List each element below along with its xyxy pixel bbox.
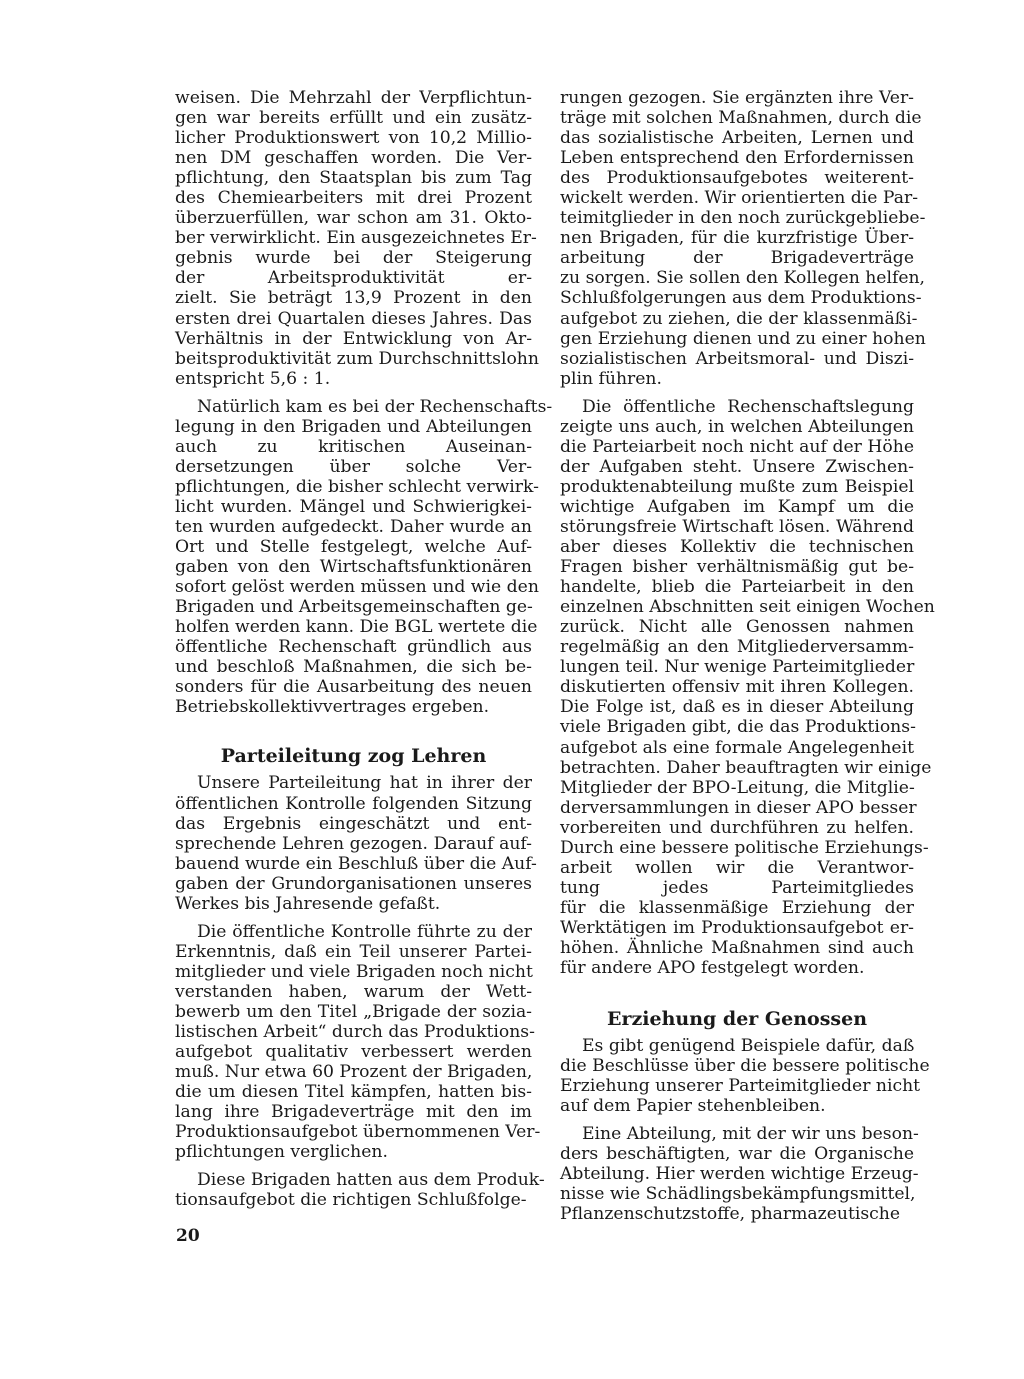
text-line: bauend wurde ein Beschluß über die Auf-	[175, 853, 537, 874]
text-line: Mitglieder der BPO-Leitung, die Mitglie-	[560, 777, 915, 798]
text-line: überzuerfüllen, war schon am 31. Okto-	[175, 208, 532, 229]
text-line: zu sorgen. Sie sollen den Kollegen helfen,	[560, 268, 926, 289]
text-line: regelmäßig an den Mitgliederversamm-	[560, 637, 914, 658]
text-line: Eine Abteilung, mit der wir uns beson-	[582, 1124, 919, 1145]
text-line: nen Brigaden, für die kurzfristige Über-	[560, 228, 914, 249]
text-line: störungsfreie Wirtschaft lösen. Während	[560, 516, 914, 537]
text-line: das sozialistische Arbeiten, Lernen und	[560, 128, 914, 149]
text-line: muß. Nur etwa 60 Prozent der Brigaden,	[175, 1062, 533, 1083]
text-line: bewerb um den Titel „Brigade der sozia-	[175, 1001, 532, 1022]
text-line: handelte, blieb die Parteiarbeit in den	[560, 577, 914, 598]
text-line: Erkenntnis, daß ein Teil unserer Partei-	[175, 941, 532, 962]
text-line: betrachten. Daher beauftragten wir einige	[560, 757, 932, 778]
paragraph	[175, 88, 539, 389]
text-line: entspricht 5,6 : 1.	[175, 368, 331, 389]
paragraph	[175, 921, 541, 1163]
paragraph-gap	[175, 389, 532, 397]
text-line: tung jedes Parteimitgliedes	[560, 877, 914, 898]
text-line: Produktionsaufgebot übernommenen Ver-	[175, 1122, 541, 1143]
text-line: und beschloß Maßnahmen, die sich be-	[175, 657, 532, 678]
text-line: Leben entsprechend den Erfordernissen	[560, 148, 914, 169]
left-paragraphs	[175, 88, 553, 718]
text-line: verstanden haben, warum der Wett-	[175, 981, 532, 1002]
text-line: nen DM geschaffen worden. Die Ver-	[175, 148, 532, 169]
text-line: sofort gelöst werden müssen und wie den	[175, 577, 539, 598]
text-line: gaben von den Wirtschaftsfunktionären	[175, 557, 532, 578]
text-line: der Arbeitsproduktivität er-	[175, 268, 532, 289]
text-line: die um diesen Titel kämpfen, hatten bis-	[175, 1082, 532, 1103]
text-line: höhen. Ähnliche Maßnahmen sind auch	[560, 937, 914, 958]
text-line: gebnis wurde bei der Steigerung	[175, 248, 532, 269]
text-line: pflichtungen verglichen.	[175, 1142, 388, 1163]
text-line: aufgebot als eine formale Angelegenheit	[560, 737, 914, 758]
text-line: Diese Brigaden hatten aus dem Produk-	[197, 1170, 545, 1191]
text-line: das Ergebnis eingeschätzt und ent-	[175, 813, 532, 834]
right-paragraphs-after-heading	[560, 1036, 930, 1225]
text-line: plin führen.	[560, 368, 662, 389]
text-line: licher Produktionswert von 10,2 Millio-	[175, 128, 532, 149]
paragraph	[560, 88, 926, 389]
text-line: des Produktionsaufgebotes weiterent-	[560, 168, 914, 189]
section-heading: Parteileitung zog Lehren	[220, 745, 487, 768]
paragraph	[175, 1170, 545, 1211]
paragraph-gap	[560, 1116, 914, 1124]
text-line: die Parteiarbeit noch nicht auf der Höhe	[560, 436, 914, 457]
paragraph-gap	[560, 389, 914, 397]
text-line: zielt. Sie beträgt 13,9 Prozent in den	[175, 288, 532, 309]
text-line: Brigaden und Arbeitsgemeinschaften ge-	[175, 597, 533, 618]
text-line: produktenabteilung mußte zum Beispiel	[560, 476, 914, 497]
text-line: derversammlungen in dieser APO besser	[560, 797, 917, 818]
text-line: Werkes bis Jahresende gefaßt.	[175, 893, 441, 914]
text-line: Die öffentliche Kontrolle führte zu der	[197, 921, 532, 942]
text-line: öffentliche Rechenschaft gründlich aus	[175, 637, 532, 658]
text-line: sprechende Lehren gezogen. Darauf auf-	[175, 833, 532, 854]
spacer	[560, 978, 914, 1008]
text-line: Fragen bisher verhältnismäßig gut be-	[560, 557, 914, 578]
text-line: arbeitung der Brigadeverträge	[560, 248, 914, 269]
text-line: pflichtungen, die bisher schlecht verwirk-	[175, 476, 539, 497]
text-line: sozialistischen Arbeitsmoral- und Diszi-	[560, 348, 914, 369]
text-line: arbeit wollen wir die Verantwor-	[560, 857, 914, 878]
text-line: Pflanzenschutzstoffe, pharmazeutische	[560, 1204, 901, 1225]
text-line: die Beschlüsse über die bessere politische	[560, 1056, 930, 1077]
text-line: Es gibt genügend Beispiele dafür, daß	[582, 1036, 915, 1057]
text-line: rungen gezogen. Sie ergänzten ihre Ver-	[560, 88, 914, 108]
right-column	[560, 88, 935, 1225]
text-line: Die öffentliche Rechenschaftslegung	[582, 396, 914, 417]
text-line: träge mit solchen Maßnahmen, durch die	[560, 108, 922, 129]
text-line: vorbereiten und durchführen zu helfen.	[560, 817, 914, 838]
text-line: auch zu kritischen Auseinan-	[175, 436, 532, 457]
text-line: aber dieses Kollektiv die technischen	[560, 537, 914, 558]
text-line: wickelt werden. Wir orientierten die Par-	[560, 188, 918, 209]
text-line: ber verwirklicht. Ein ausgezeichnetes Er-	[175, 228, 537, 249]
text-line: Werktätigen im Produktionsaufgebot er-	[560, 917, 914, 938]
text-line: aufgebot qualitativ verbessert werden	[175, 1042, 532, 1063]
text-line: ten wurden aufgedeckt. Daher wurde an	[175, 516, 532, 537]
paragraph	[560, 1124, 919, 1225]
text-line: aufgebot zu ziehen, die der klassenmäßi-	[560, 308, 918, 329]
text-line: ders beschäftigten, war die Organische	[560, 1144, 914, 1165]
text-line: Natürlich kam es bei der Rechenschafts-	[197, 396, 553, 417]
text-line: weisen. Die Mehrzahl der Verpflichtun-	[175, 88, 532, 108]
text-line: holfen werden kann. Die BGL wertete die	[175, 617, 538, 638]
text-line: beitsproduktivität zum Durchschnittslohn	[175, 348, 539, 369]
text-line: öffentlichen Kontrolle folgenden Sitzung	[175, 793, 532, 814]
text-line: des Chemiearbeiters mit drei Prozent	[175, 188, 532, 209]
spacer	[175, 717, 532, 745]
left-column	[175, 88, 553, 1211]
text-line: mitglieder und viele Brigaden noch nicht	[175, 961, 533, 982]
text-line: gen Erziehung dienen und zu einer hohen	[560, 328, 926, 349]
text-line: der Aufgaben steht. Unsere Zwischen-	[560, 456, 914, 477]
text-line: einzelnen Abschnitten seit einigen Wochen	[560, 597, 935, 618]
text-line: lang ihre Brigadeverträge mit den im	[175, 1102, 532, 1123]
text-line: viele Brigaden gibt, die das Produktions-	[560, 717, 916, 738]
text-line: legung in den Brigaden und Abteilungen	[175, 416, 532, 437]
text-line: nisse wie Schädlingsbekämpfungsmittel,	[560, 1184, 916, 1205]
text-line: licht wurden. Mängel und Schwierigkei-	[175, 496, 532, 517]
text-line: dersetzungen über solche Ver-	[175, 456, 532, 477]
text-line: Die Folge ist, daß es in dieser Abteilung	[560, 697, 914, 718]
text-line: zurück. Nicht alle Genossen nahmen	[560, 617, 914, 638]
paragraph	[560, 396, 935, 979]
paragraph-gap	[175, 914, 532, 922]
text-line: Erziehung unserer Parteimitglieder nicht	[560, 1076, 921, 1097]
text-line: listischen Arbeit“ durch das Produktions-	[175, 1022, 535, 1043]
text-line: Betriebskollektivvertrages ergeben.	[175, 697, 490, 718]
text-line: für andere APO festgelegt worden.	[560, 958, 865, 979]
text-line: zeigte uns auch, in welchen Abteilungen	[560, 416, 914, 437]
paragraph	[560, 1036, 930, 1117]
text-line: Unsere Parteileitung hat in ihrer der	[197, 773, 532, 794]
page-number: 20	[176, 1226, 200, 1246]
right-paragraphs	[560, 88, 935, 979]
text-line: tionsaufgebot die richtigen Schlußfolge-	[175, 1190, 527, 1211]
left-paragraphs-after-heading	[175, 773, 545, 1211]
text-line: pflichtung, den Staatsplan bis zum Tag	[175, 168, 532, 189]
text-line: gaben der Grundorganisationen unseres	[175, 873, 532, 894]
text-line: diskutierten offensiv mit ihren Kollegen.	[560, 677, 914, 698]
paragraph	[175, 396, 553, 718]
text-line: Abteilung. Hier werden wichtige Erzeug-	[560, 1164, 919, 1185]
text-line: ersten drei Quartalen dieses Jahres. Das	[175, 308, 532, 329]
text-line: sonders für die Ausarbeitung des neuen	[175, 677, 532, 698]
text-line: Verhältnis in der Entwicklung von Ar-	[175, 328, 532, 349]
text-line: teimitglieder in den noch zurückgebliebe-	[560, 208, 926, 229]
text-line: Ort und Stelle festgelegt, welche Auf-	[175, 537, 532, 558]
section-heading: Erziehung der Genossen	[606, 1008, 868, 1031]
text-line: lungen teil. Nur wenige Parteimitglieder	[560, 657, 915, 678]
paragraph-gap	[175, 1162, 532, 1170]
text-line: wichtige Aufgaben im Kampf um die	[560, 496, 914, 517]
paragraph	[175, 773, 537, 914]
text-line: auf dem Papier stehenbleiben.	[560, 1096, 826, 1117]
text-line: gen war bereits erfüllt und ein zusätz-	[175, 108, 532, 129]
text-line: Durch eine bessere politische Erziehungs-	[560, 837, 929, 858]
text-line: Schlußfolgerungen aus dem Produktions-	[560, 288, 922, 309]
text-line: für die klassenmäßige Erziehung der	[560, 897, 914, 918]
